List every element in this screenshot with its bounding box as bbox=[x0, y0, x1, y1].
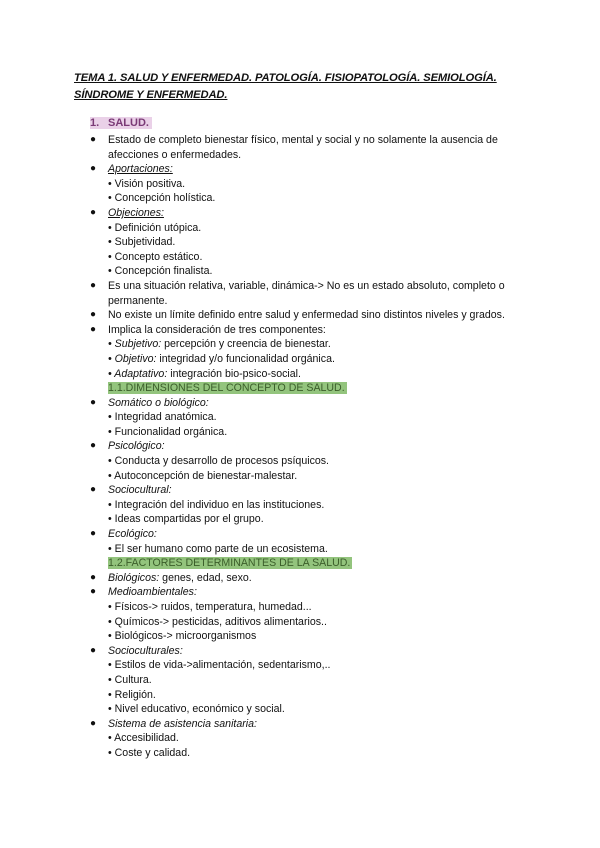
sub-item: • Cultura. bbox=[108, 673, 152, 686]
list-item-continuation: permanente. bbox=[108, 294, 168, 307]
sub-item: • El ser humano como parte de un ecosistema. bbox=[108, 542, 328, 555]
bullet-icon: ● bbox=[90, 644, 97, 656]
list-item: ● Es una situación relativa, variable, dinámica-> No es un estado absoluto, completo o bbox=[90, 279, 505, 292]
sub-item: • Subjetividad. bbox=[108, 236, 176, 249]
list-item: ● Estado de completo bienestar físico, mental y social y no solamente la ausencia de bbox=[90, 134, 498, 146]
bullet-icon: ● bbox=[90, 571, 97, 583]
bullet-icon: ● bbox=[90, 163, 97, 175]
list-item: ● Ecológico: bbox=[90, 528, 157, 541]
document-body bbox=[0, 115, 600, 761]
list-item: ● Sistema de asistencia sanitaria: bbox=[90, 717, 257, 730]
list-item: ● Medioambientales: bbox=[90, 586, 197, 599]
sub-item: • Accesibilidad. bbox=[108, 732, 179, 745]
subsection-heading: 1.2.FACTORES DETERMINANTES DE LA SALUD. bbox=[108, 557, 351, 570]
document-title: TEMA 1. SALUD Y ENFERMEDAD. PATOLOGÍA. FISIOPATOLOGÍA. SEMIOLOGÍA. SÍNDROME Y ENFERMEDAD. bbox=[74, 72, 497, 101]
bullet-icon: ● bbox=[90, 206, 97, 218]
list-item: ● Psicológico: bbox=[90, 440, 165, 453]
sub-item: • Biológicos-> microorganismos bbox=[108, 630, 257, 643]
list-item: ● Socioculturales: bbox=[90, 644, 183, 657]
list-item: ● Biológicos: genes, edad, sexo. bbox=[90, 571, 252, 584]
list-item: ● Implica la consideración de tres componentes: bbox=[90, 323, 326, 336]
bullet-icon: ● bbox=[90, 440, 97, 452]
sub-item: • Coste y calidad. bbox=[108, 746, 191, 759]
bullet-icon: ● bbox=[90, 586, 97, 598]
sub-item: • Químicos-> pesticidas, aditivos alimentarios.. bbox=[108, 615, 327, 628]
sub-item: • Funcionalidad orgánica. bbox=[108, 425, 228, 438]
list-item: ● Objeciones: bbox=[90, 206, 164, 219]
sub-item: • Concepto estático. bbox=[108, 250, 203, 263]
sub-item: • Físicos-> ruidos, temperatura, humedad... bbox=[108, 601, 312, 613]
sub-item: • Subjetivo: percepción y creencia de bienestar. bbox=[108, 338, 331, 351]
bullet-icon: ● bbox=[90, 323, 97, 335]
sub-item: • Visión positiva. bbox=[108, 177, 186, 190]
sub-item: • Concepción finalista. bbox=[108, 265, 213, 278]
subsection-heading: 1.1.DIMENSIONES DEL CONCEPTO DE SALUD. bbox=[108, 382, 345, 395]
bullet-icon: ● bbox=[90, 528, 97, 540]
sub-item: • Ideas compartidas por el grupo. bbox=[108, 513, 264, 526]
list-item: ● No existe un límite definido entre salud y enfermedad sino distintos niveles y grados. bbox=[90, 309, 505, 322]
sub-item: • Conducta y desarrollo de procesos psíquicos. bbox=[108, 455, 329, 468]
section-heading: 1. SALUD. bbox=[0, 115, 600, 131]
bullet-icon: ● bbox=[90, 396, 97, 408]
sub-item: • Concepción holística. bbox=[108, 192, 216, 205]
sub-item: • Integridad anatómica. bbox=[108, 411, 217, 424]
sub-item: • Adaptativo: integración bio-psico-social. bbox=[108, 367, 301, 380]
list-item: ● Sociocultural: bbox=[90, 484, 172, 497]
list-item-continuation: afecciones o enfermedades. bbox=[108, 148, 242, 161]
list-item: ● Somático o biológico: bbox=[90, 396, 209, 409]
bullet-icon: ● bbox=[90, 717, 97, 729]
sub-item: • Integración del individuo en las instituciones. bbox=[108, 498, 325, 511]
list-item: ● Aportaciones: bbox=[90, 163, 173, 176]
sub-item: • Estilos de vida->alimentación, sedentarismo,.. bbox=[108, 659, 331, 672]
sub-item: • Objetivo: integridad y/o funcionalidad orgánica. bbox=[108, 352, 335, 365]
sub-item: • Religión. bbox=[108, 688, 156, 701]
bullet-icon: ● bbox=[90, 484, 97, 496]
bullet-icon: ● bbox=[90, 134, 97, 145]
sub-item: • Nivel educativo, económico y social. bbox=[108, 703, 285, 716]
sub-item: • Autoconcepción de bienestar-malestar. bbox=[108, 469, 298, 482]
sub-item: • Definición utópica. bbox=[108, 221, 202, 234]
bullet-icon: ● bbox=[90, 279, 97, 291]
bullet-icon: ● bbox=[90, 309, 97, 321]
